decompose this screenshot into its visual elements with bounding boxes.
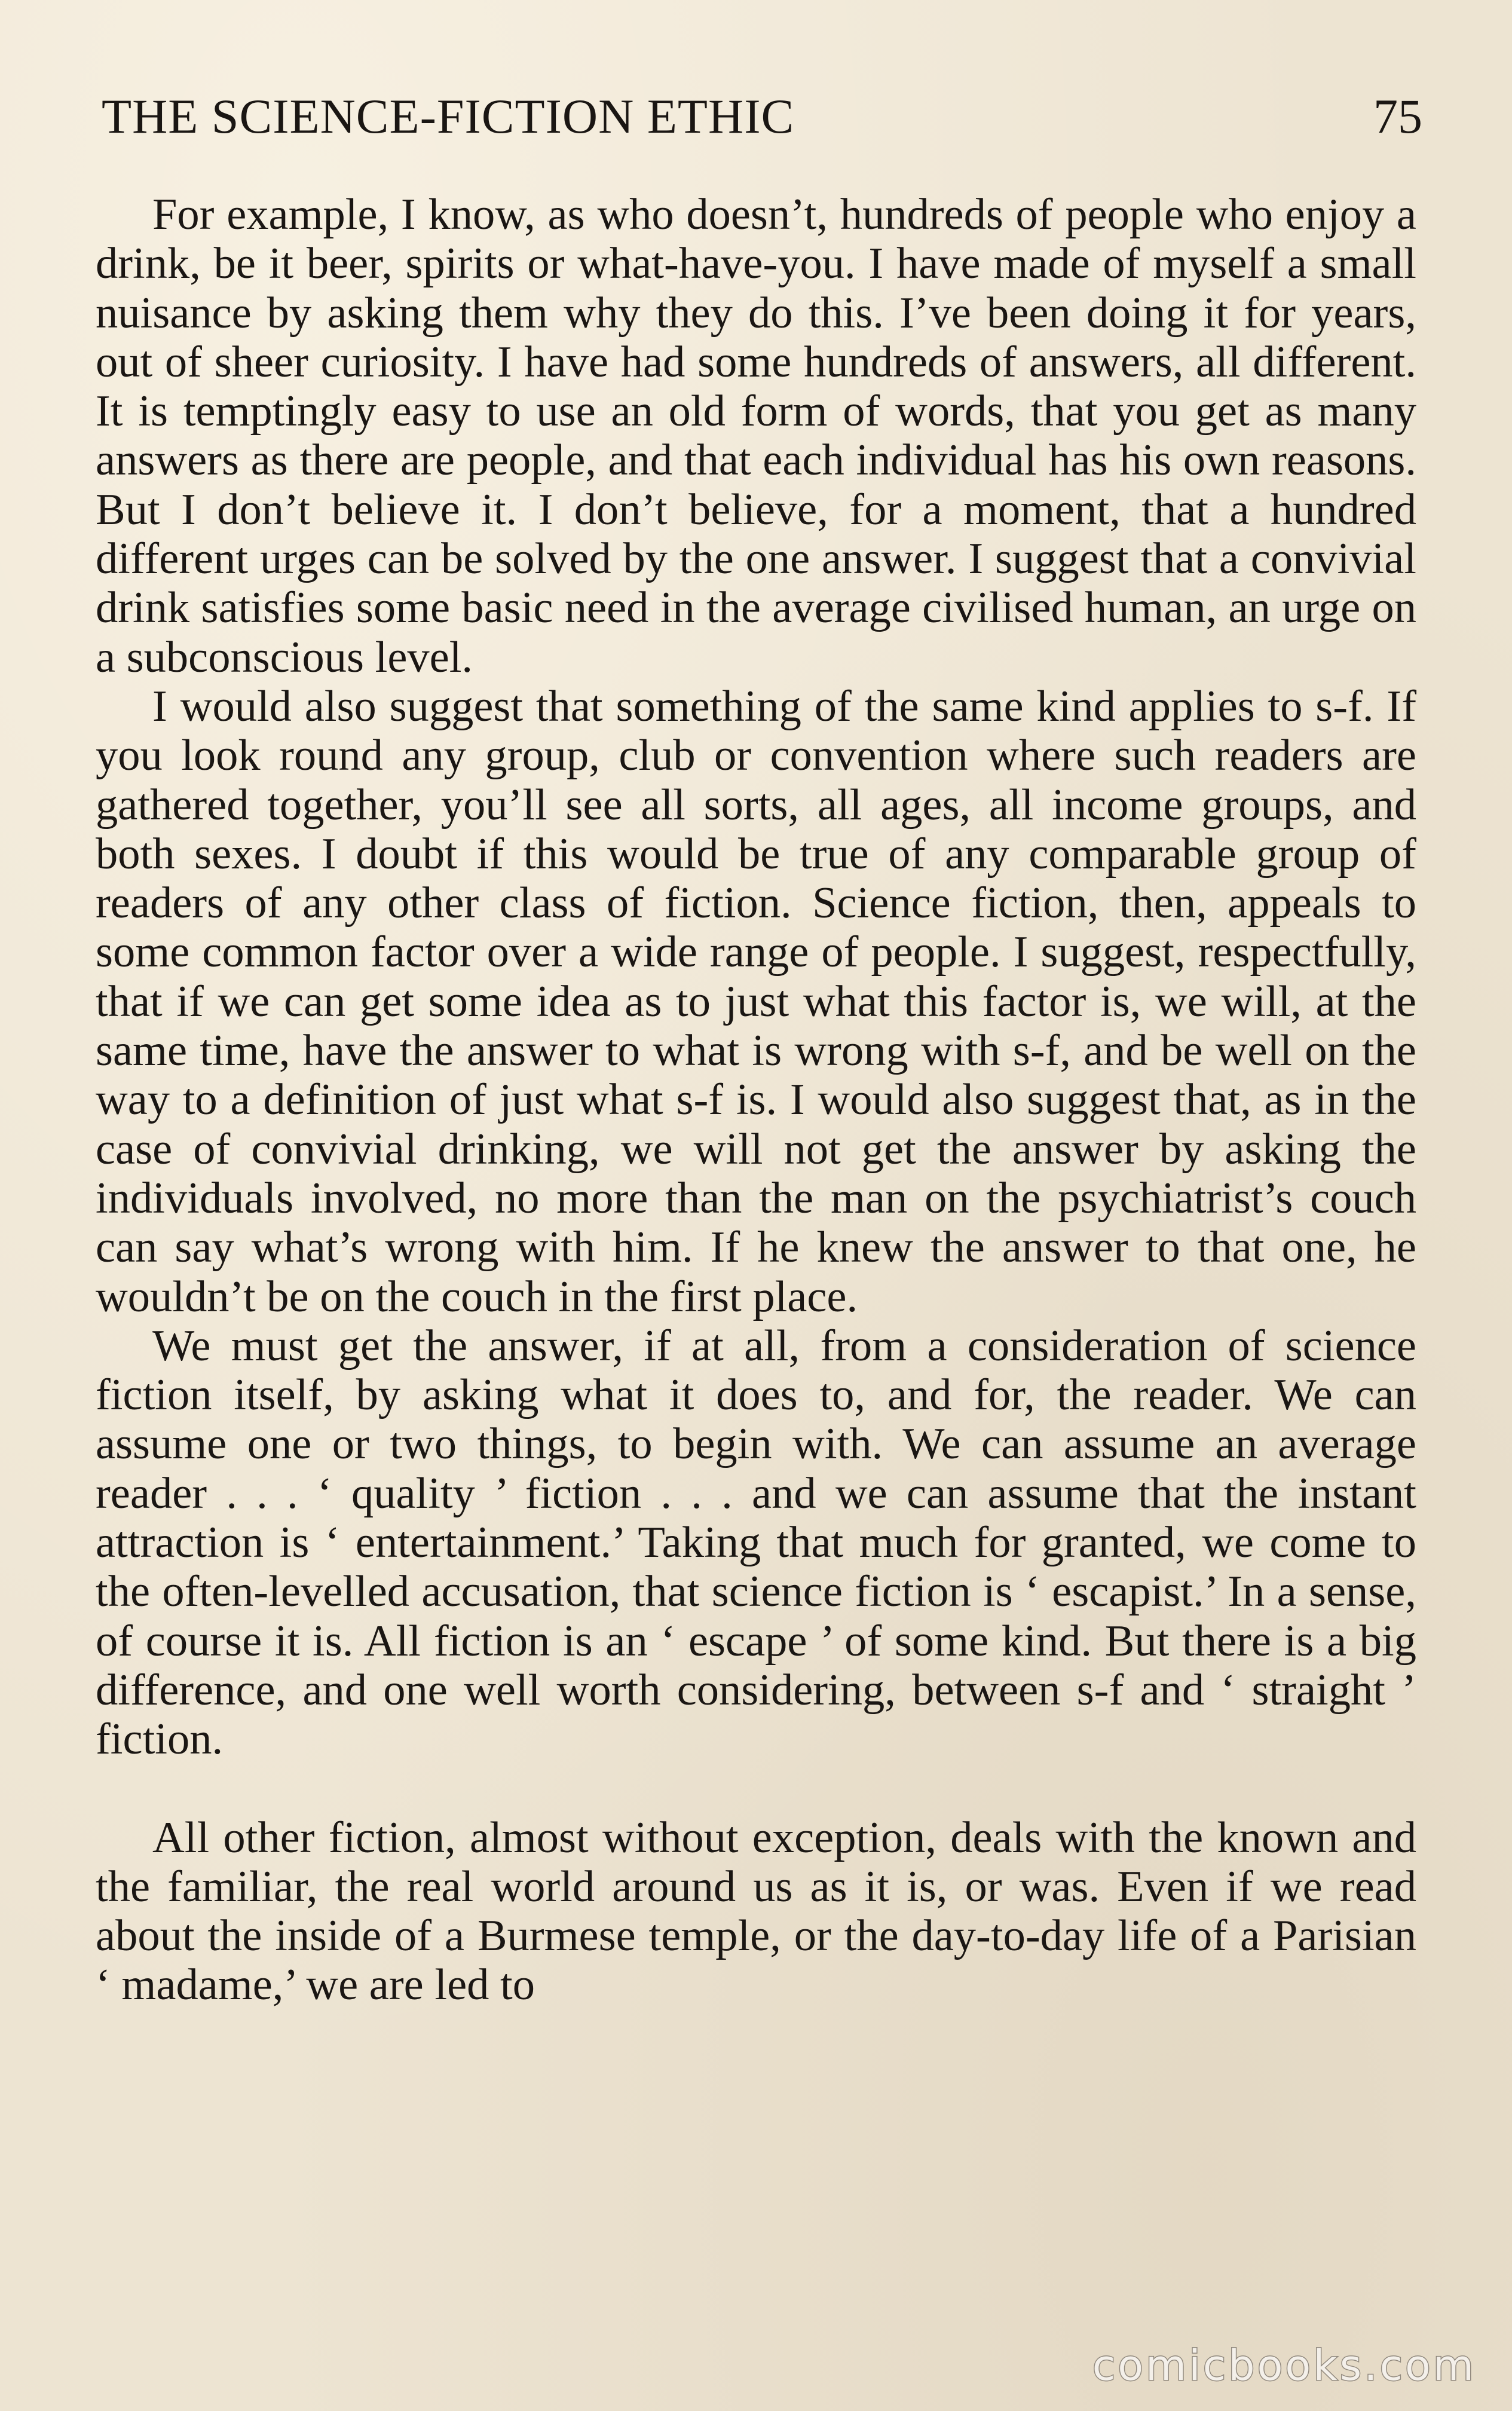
paragraph: We must get the answer, if at all, from a consideration of science fiction itself, by asking what it does to, and for, the reader. We can assume one or two things, to begin with. We can assume an average reader . . . ‘ quality ’ fiction . . . and we can assume that the instant attraction is ‘ entertainment.’ Taking that much for granted, we come to the often-levelled accusation, that science fiction is ‘ escapist.’ In a sense, of course it is. All fiction is an ‘ escape ’ of some kind. But there is a big difference, and one well worth considering, between s-f and ‘ straight ’ fiction. (96, 1321, 1416, 1764)
body-text (96, 190, 1416, 2010)
running-head (102, 84, 1422, 149)
paragraph: I would also suggest that something of the same kind applies to s-f. If you look round any group, club or convention where such readers are gathered together, you’ll see all sorts, all ages, all income groups, and both sexes. I doubt if this would be true of any comparable group of readers of any other class of fiction. Science fiction, then, appeals to some common factor over a wide range of people. I suggest, respectfully, that if we can get some idea as to just what this factor is, we will, at the same time, have the answer to what is wrong with s-f, and be well on the way to a definition of just what s-f is. I would also suggest that, as in the case of convivial drinking, we will not get the answer by asking the individuals involved, no more than the man on the psychiatrist’s couch can say what’s wrong with him. If he knew the answer to that one, he wouldn’t be on the couch in the first place. (96, 681, 1416, 1321)
page-number: 75 (1373, 89, 1422, 143)
running-title: THE SCIENCE-FICTION ETHIC (102, 89, 795, 143)
paragraph: All other fiction, almost without exception, deals with the known and the familiar, the real world around us as it is, or was. Even if we read about the inside of a Burmese temple, or the day-to-day life of a Parisian ‘ madame,’ we are led to (96, 1813, 1416, 2010)
watermark: comicbooks.com (1092, 2341, 1476, 2390)
section-break (96, 1764, 1416, 1813)
paragraph: For example, I know, as who doesn’t, hundreds of people who enjoy a drink, be it beer, spirits or what-have-you. I have made of myself a small nuisance by asking them why they do this. I’ve been doing it for years, out of sheer curiosity. I have had some hundreds of answers, all different. It is temptingly easy to use an old form of words, that you get as many answers as there are people, and that each individual has his own reasons. But I don’t believe it. I don’t believe, for a moment, that a hundred different urges can be solved by the one answer. I suggest that a convivial drink satisfies some basic need in the average civilised human, an urge on a subconscious level. (96, 190, 1416, 682)
